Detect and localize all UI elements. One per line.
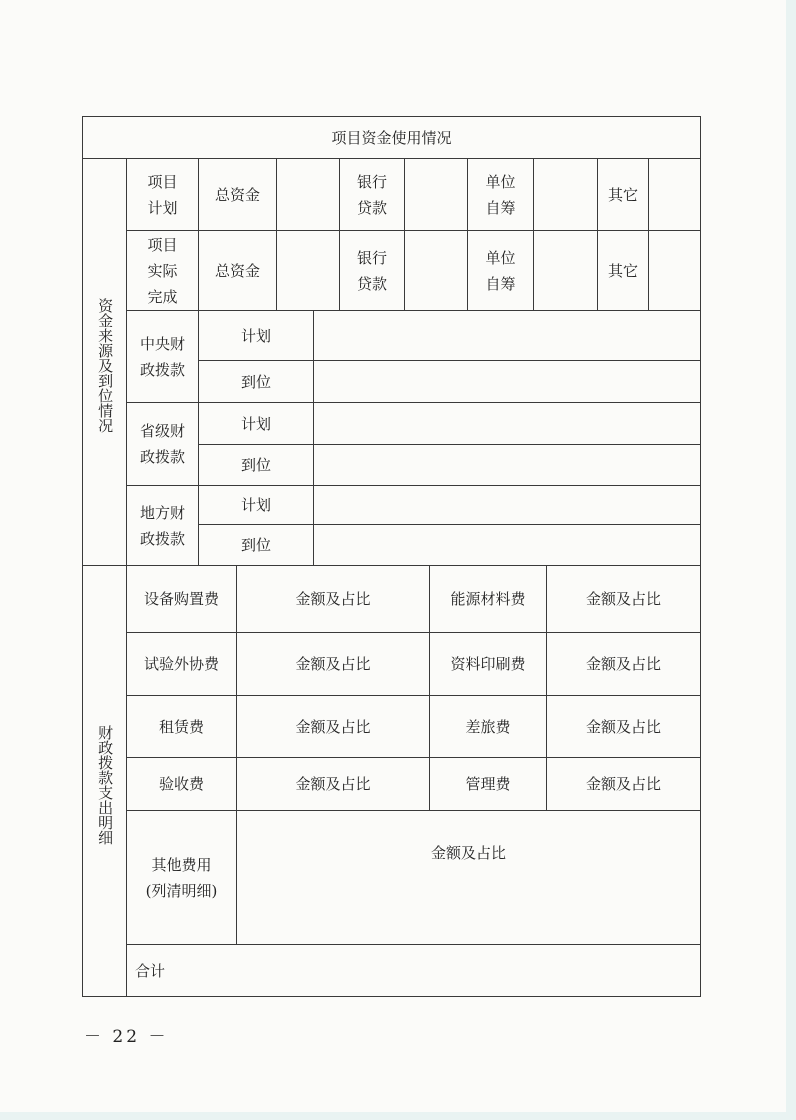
other-expenses-amount-label: 金额及占比 <box>430 844 506 862</box>
expense-item-label: 设备购置费 <box>143 590 219 608</box>
actual-row-label: 项目 实际 完成 <box>147 235 178 306</box>
expense-item-label: 资料印刷费 <box>450 655 526 673</box>
total-label: 合计 <box>135 961 166 980</box>
expense-amount-label: 金额及占比 <box>295 590 371 608</box>
provincial-arrive-label: 到位 <box>240 456 271 474</box>
local-arrive-label: 到位 <box>240 536 271 554</box>
source-col-line <box>533 158 534 310</box>
other-expenses-label: 其他费用 (列清明细) <box>145 855 218 900</box>
source-col-line <box>276 158 277 310</box>
expense-item-label: 租赁费 <box>158 717 204 736</box>
local-plan-label: 计划 <box>240 496 271 514</box>
expense-amount-label: 金额及占比 <box>585 655 661 673</box>
central-allocation-label: 中央财 政拨款 <box>139 334 185 379</box>
expense-item-label: 验收费 <box>158 775 204 793</box>
expense-item-label: 能源材料费 <box>450 590 526 608</box>
actual-self-label: 单位 自筹 <box>485 248 516 293</box>
expense-amount-label: 金额及占比 <box>295 655 371 673</box>
source-col-line <box>648 158 649 310</box>
page-number: － 22 － <box>84 1027 169 1047</box>
actual-bank-label: 银行 贷款 <box>356 248 387 293</box>
border-bottom <box>82 996 701 997</box>
expense-amount-label: 金额及占比 <box>295 717 371 736</box>
plan-row-label: 项目 计划 <box>147 172 178 217</box>
expense-item-label: 差旅费 <box>465 717 511 736</box>
central-arrive-label: 到位 <box>240 372 271 391</box>
funding-sources-side-label: 资金来源及到位情况 <box>96 297 115 433</box>
local-allocation-label: 地方财 政拨款 <box>139 503 185 548</box>
expense-amount-label: 金额及占比 <box>585 775 661 793</box>
scan-edge-bottom <box>0 1112 796 1120</box>
plan-total-label: 总资金 <box>214 185 260 204</box>
central-plan-label: 计划 <box>240 326 271 345</box>
table-title: 项目资金使用情况 <box>331 128 452 147</box>
plan-other-label: 其它 <box>607 185 638 204</box>
expense-amount-label: 金额及占比 <box>295 775 371 793</box>
scan-edge-right <box>786 0 796 1120</box>
source-col-line <box>313 310 314 565</box>
plan-self-label: 单位 自筹 <box>485 172 516 217</box>
expense-item-label: 试验外协费 <box>143 655 219 673</box>
actual-total-label: 总资金 <box>214 261 260 280</box>
expense-detail-side-label: 财政拨款支出明细 <box>96 725 115 845</box>
plan-bank-label: 银行 贷款 <box>356 172 387 217</box>
actual-other-label: 其它 <box>607 261 638 280</box>
source-col-line <box>404 158 405 310</box>
provincial-allocation-label: 省级财 政拨款 <box>139 422 185 466</box>
expense-amount-label: 金额及占比 <box>585 590 661 608</box>
expense-amount-label: 金额及占比 <box>585 717 661 736</box>
border-right <box>700 116 701 997</box>
provincial-plan-label: 计划 <box>240 414 271 433</box>
expense-item-label: 管理费 <box>465 775 511 793</box>
